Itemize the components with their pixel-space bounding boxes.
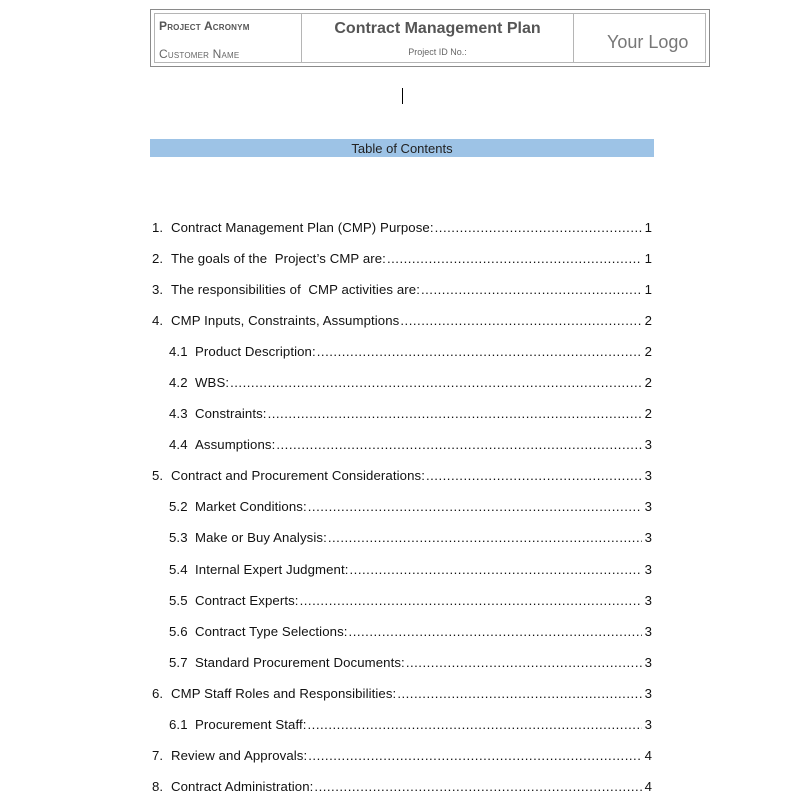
toc-entry[interactable]: [152, 560, 652, 591]
toc-entry-row: [152, 282, 652, 297]
logo-placeholder: Your Logo: [607, 32, 689, 52]
toc-entry-label: Procurement Staff:: [195, 716, 307, 732]
toc-entry-number: 4.4: [169, 437, 188, 453]
toc-entry[interactable]: [152, 777, 652, 808]
toc-entry-label: Internal Expert Judgment:: [195, 561, 349, 577]
toc-entry-number: 4.2: [169, 375, 188, 391]
toc-dot-leader: [268, 406, 642, 421]
toc-entry[interactable]: [152, 435, 652, 466]
project-acronym: Project Acronym: [159, 19, 250, 33]
toc-list: [152, 218, 652, 808]
toc-entry-row: [169, 344, 652, 359]
toc-entry-row: [169, 593, 652, 608]
toc-entry-row: [169, 437, 652, 452]
toc-entry-label: Market Conditions:: [195, 499, 307, 515]
toc-entry-number: 4.3: [169, 406, 188, 422]
toc-entry-label: Review and Approvals:: [171, 747, 308, 763]
toc-entry-number: 5.2: [169, 499, 188, 515]
document-title: Contract Management Plan: [334, 20, 541, 37]
toc-entry-number: 2.: [152, 251, 164, 267]
toc-entry-label: Contract and Procurement Considerations:: [171, 468, 425, 484]
toc-entry-number: 7.: [152, 747, 164, 763]
toc-entry-page: 2: [644, 375, 652, 391]
toc-entry[interactable]: [152, 528, 652, 559]
toc-dot-leader: [435, 220, 642, 235]
toc-entry-label: Contract Experts:: [195, 592, 299, 608]
toc-entry-page: 3: [644, 561, 652, 577]
toc-entry[interactable]: [152, 497, 652, 528]
toc-entry-number: 3.: [152, 282, 164, 298]
toc-entry[interactable]: [152, 404, 652, 435]
toc-entry-number: 6.: [152, 685, 164, 701]
toc-dot-leader: [308, 717, 642, 732]
toc-entry-number: 8.: [152, 778, 164, 794]
toc-dot-leader: [400, 313, 642, 328]
toc-entry[interactable]: [152, 280, 652, 311]
toc-entry-number: 5.6: [169, 623, 188, 639]
toc-entry[interactable]: [152, 373, 652, 404]
toc-entry-page: 3: [644, 654, 652, 670]
toc-entry-row: [152, 748, 652, 763]
toc-entry-label: Contract Management Plan (CMP) Purpose:: [171, 220, 434, 235]
toc-entry[interactable]: [152, 653, 652, 684]
toc-dot-leader: [300, 593, 642, 608]
toc-entry[interactable]: [152, 466, 652, 497]
toc-entry[interactable]: [152, 342, 652, 373]
toc-entry-number: 4.1: [169, 344, 188, 360]
toc-dot-leader: [328, 530, 642, 545]
toc-entry-page: 3: [644, 623, 652, 639]
toc-entry-label: The goals of the Project’s CMP are:: [171, 251, 386, 267]
toc-heading-bar: [150, 139, 654, 157]
toc-entry-label: CMP Inputs, Constraints, Assumptions: [171, 313, 400, 329]
toc-entry[interactable]: [152, 622, 652, 653]
toc-entry-label: Assumptions:: [195, 437, 276, 453]
toc-entry-page: 3: [644, 468, 652, 484]
project-id-label: Project ID No.:: [408, 47, 467, 57]
toc-entry-row: [169, 375, 652, 390]
header-table: [150, 9, 710, 67]
toc-entry-row: [152, 468, 652, 483]
header-cell-title: [302, 14, 574, 62]
toc-title: Table of Contents: [351, 141, 453, 156]
toc-entry-label: Make or Buy Analysis:: [195, 530, 327, 546]
toc-dot-leader: [406, 655, 642, 670]
toc-entry-row: [152, 220, 652, 235]
header-cell-project: [155, 14, 302, 62]
toc-entry-page: 3: [644, 499, 652, 515]
toc-entry[interactable]: [152, 715, 652, 746]
toc-entry-number: 5.: [152, 468, 164, 484]
toc-entry-page: 2: [644, 313, 652, 329]
toc-entry-page: 3: [644, 530, 652, 546]
toc-entry-label: CMP Staff Roles and Responsibilities:: [171, 685, 397, 701]
toc-entry-page: 3: [644, 437, 652, 453]
toc-entry-label: Constraints:: [195, 406, 267, 422]
toc-entry-row: [152, 251, 652, 266]
toc-entry-number: 6.1: [169, 716, 188, 732]
toc-dot-leader: [308, 499, 642, 514]
toc-entry-label: Product Description:: [195, 344, 316, 360]
toc-entry-number: 4.: [152, 313, 164, 329]
toc-entry-number: 5.3: [169, 530, 188, 546]
toc-entry-row: [152, 313, 652, 328]
toc-entry-number: 1.: [152, 220, 164, 235]
toc-entry-label: Contract Type Selections:: [195, 623, 348, 639]
toc-entry[interactable]: [152, 218, 652, 249]
toc-entry-label: WBS:: [195, 375, 230, 391]
header-table-inner: [154, 13, 706, 63]
toc-dot-leader: [230, 375, 642, 390]
toc-entry-number: 5.5: [169, 592, 188, 608]
toc-entry-row: [169, 406, 652, 421]
toc-entry-label: Standard Procurement Documents:: [195, 654, 405, 670]
toc-entry-row: [169, 562, 652, 577]
toc-entry-number: 5.7: [169, 654, 188, 670]
toc-entry[interactable]: [152, 684, 652, 715]
toc-dot-leader: [421, 282, 642, 297]
toc-dot-leader: [276, 437, 642, 452]
toc-entry-page: 4: [644, 778, 652, 794]
toc-entry-row: [169, 717, 652, 732]
toc-entry-page: 3: [644, 716, 652, 732]
toc-dot-leader: [426, 468, 642, 483]
toc-entry-row: [152, 779, 652, 794]
toc-entry-number: 5.4: [169, 561, 188, 577]
toc-entry-page: 1: [644, 282, 652, 298]
toc-dot-leader: [350, 562, 642, 577]
toc-entry-page: 4: [644, 747, 652, 763]
toc-entry-label: The responsibilities of CMP activities are:: [171, 282, 420, 298]
toc-entry-page: 2: [644, 344, 652, 360]
toc-entry[interactable]: [152, 311, 652, 342]
toc-entry-page: 1: [644, 220, 652, 235]
text-cursor: [402, 88, 403, 104]
toc-entry-page: 2: [644, 406, 652, 422]
header-cell-logo: [574, 14, 705, 62]
toc-entry-row: [152, 686, 652, 701]
toc-dot-leader: [349, 624, 642, 639]
toc-entry[interactable]: [152, 249, 652, 280]
toc-dot-leader: [397, 686, 642, 701]
toc-entry[interactable]: [152, 591, 652, 622]
customer-name: Customer Name: [159, 47, 240, 61]
toc-entry-row: [169, 530, 652, 545]
toc-dot-leader: [314, 779, 642, 794]
toc-dot-leader: [387, 251, 642, 266]
toc-entry-row: [169, 499, 652, 514]
toc-entry-page: 3: [644, 592, 652, 608]
toc-entry[interactable]: [152, 746, 652, 777]
toc-entry-page: 3: [644, 685, 652, 701]
toc-dot-leader: [308, 748, 642, 763]
toc-entry-row: [169, 655, 652, 670]
toc-dot-leader: [317, 344, 642, 359]
toc-entry-row: [169, 624, 652, 639]
toc-entry-label: Contract Administration:: [171, 778, 314, 794]
toc-entry-page: 1: [644, 251, 652, 267]
